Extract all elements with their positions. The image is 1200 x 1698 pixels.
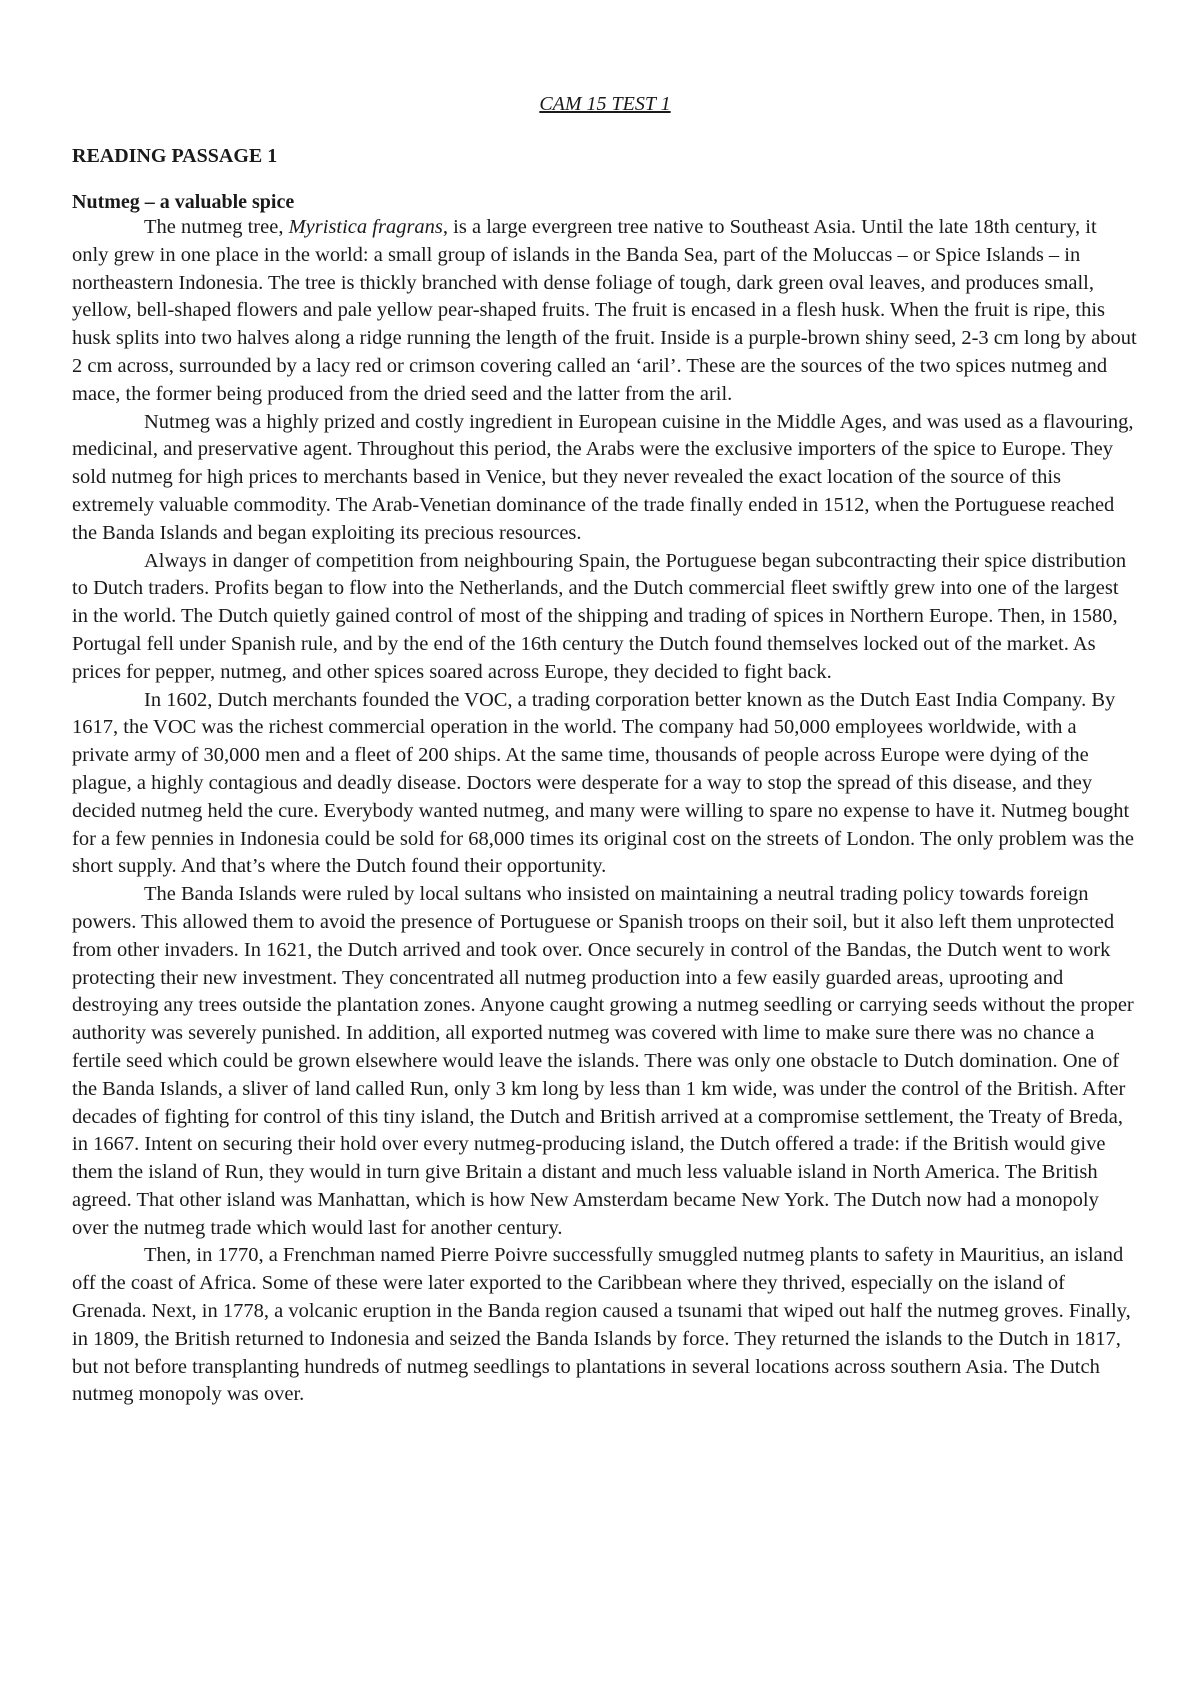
paragraph-2: Nutmeg was a highly prized and costly ingredient in European cuisine in the Middle Ages, and was used as a flavouring, medicinal, and preservative agent. Throughout this period, the Arabs were the exclusive importers of the spice to Europe. They sold nutmeg for high prices to merchants based in Venice, but they never revealed the exact location of the source of this extremely valuable commodity. The Arab-Venetian dominance of the trade finally ended in 1512, when the Portuguese reached the Banda Islands and began exploiting its precious resources. — [72, 410, 1134, 544]
document-title: CAM 15 TEST 1 — [539, 93, 671, 115]
paragraph-1-body: , is a large evergreen tree native to Southeast Asia. Until the late 18th century, it only grew in one place in the world: a small group of islands in the Banda Sea, part of the Moluccas – or Spice Islands – in northeastern Indonesia. The tree is thickly branched with dense foliage of tough, dark green oval leaves, and produces small, yellow, bell-shaped flowers and pale yellow pear-shaped fruits. The fruit is encased in a flesh husk. When the fruit is ripe, this husk splits into two halves along a ridge running the length of the fruit. Inside is a purple-brown shiny seed, 2-3 cm long by about 2 cm across, surrounded by a lacy red or crimson covering called an ‘aril’. These are the sources of the two spices nutmeg and mace, the former being produced from the dried seed and the latter from the aril. — [72, 216, 1137, 405]
document-page — [72, 92, 1138, 1409]
paragraph-4: In 1602, Dutch merchants founded the VOC, a trading corporation better known as the Dutch East India Company. By 1617, the VOC was the richest commercial operation in the world. The company had 50,000 employees worldwide, with a private army of 30,000 men and a fleet of 200 ships. At the same time, thousands of people across Europe were dying of the plague, a highly contagious and deadly disease. Doctors were desperate for a way to stop the spread of this disease, and they decided nutmeg held the cure. Everybody wanted nutmeg, and many were willing to spare no expense to have it. Nutmeg bought for a few pennies in Indonesia could be sold for 68,000 times its original cost on the streets of London. The only problem was the short supply. And that’s where the Dutch found their opportunity. — [72, 688, 1134, 878]
paragraph-3: Always in danger of competition from neighbouring Spain, the Portuguese began subcontracting their spice distribution to Dutch traders. Profits began to flow into the Netherlands, and the Dutch commercial fleet swiftly grew into one of the largest in the world. The Dutch quietly gained control of most of the shipping and trading of spices in Northern Europe. Then, in 1580, Portugal fell under Spanish rule, and by the end of the 16th century the Dutch found themselves locked out of the market. As prices for pepper, nutmeg, and other spices soared across Europe, they decided to fight back. — [72, 549, 1127, 683]
species-name: Myristica fragrans — [288, 216, 443, 238]
paragraph-1-lead: The nutmeg tree, — [144, 216, 289, 238]
paragraph-6: Then, in 1770, a Frenchman named Pierre Poivre successfully smuggled nutmeg plants to safety in Mauritius, an island off the coast of Africa. Some of these were later exported to the Caribbean where they thrived, especially on the island of Grenada. Next, in 1778, a volcanic eruption in the Banda region caused a tsunami that wiped out half the nutmeg groves. Finally, in 1809, the British returned to Indonesia and seized the Banda Islands by force. They returned the islands to the Dutch in 1817, but not before transplanting hundreds of nutmeg seedlings to plantations in several locations across southern Asia. The Dutch nutmeg monopoly was over. — [72, 1244, 1131, 1406]
paragraph-1 — [72, 214, 1138, 409]
paragraph-5: The Banda Islands were ruled by local sultans who insisted on maintaining a neutral trading policy towards foreign powers. This allowed them to avoid the presence of Portuguese or Spanish troops on their soil, but it also left them unprotected from other invaders. In 1621, the Dutch arrived and took over. Once securely in control of the Bandas, the Dutch went to work protecting their new investment. They concentrated all nutmeg production into a few easily guarded areas, uprooting and destroying any trees outside the plantation zones. Anyone caught growing a nutmeg seedling or carrying seeds without the proper authority was severely punished. In addition, all exported nutmeg was covered with lime to make sure there was no chance a fertile seed which could be grown elsewhere would leave the islands. There was only one obstacle to Dutch domination. One of the Banda Islands, a sliver of land called Run, only 3 km long by less than 1 km wide, was under the control of the British. After decades of fighting for control of this tiny island, the Dutch and British arrived at a compromise settlement, the Treaty of Breda, in 1667. Intent on securing their hold over every nutmeg-producing island, the Dutch offered a trade: if the British would give them the island of Run, they would in turn give Britain a distant and much less valuable island in North America. The British agreed. That other island was Manhattan, which is how New Amsterdam became New York. The Dutch now had a monopoly over the nutmeg trade which would last for another century. — [72, 883, 1134, 1239]
passage-title: Nutmeg – a valuable spice — [72, 191, 295, 213]
section-heading: READING PASSAGE 1 — [72, 145, 278, 167]
